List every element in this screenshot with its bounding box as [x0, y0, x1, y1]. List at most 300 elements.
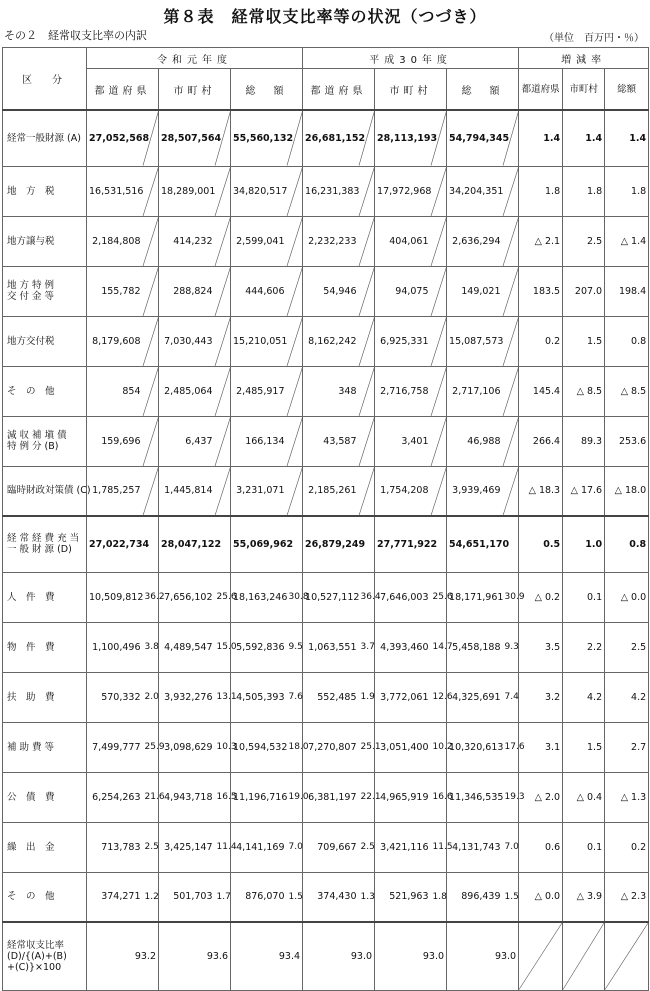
amount-cell: 4,943,718 [159, 772, 215, 822]
amount-cell: 3,932,276 [159, 672, 215, 722]
ratio-section [3, 922, 649, 990]
share-cell: 25.1 [359, 722, 375, 772]
amount-cell: 8,179,608 [87, 316, 143, 366]
row-label: 公 債 費 [3, 772, 87, 822]
share-cell: 1.5 [503, 872, 519, 922]
change-rate-cell: △ 8.5 [605, 366, 649, 416]
change-rate-cell: 0.8 [605, 316, 649, 366]
share-cell-empty [359, 466, 375, 516]
amount-cell: 4,131,743 [447, 822, 503, 872]
share-cell-empty [143, 466, 159, 516]
change-rate-cell: 1.8 [605, 166, 649, 216]
amount-cell: 4,505,393 [231, 672, 287, 722]
amount-cell: 896,439 [447, 872, 503, 922]
share-cell-empty [431, 266, 447, 316]
row-label: 地方譲与税 [3, 216, 87, 266]
amount-cell: 7,270,807 [303, 722, 359, 772]
amount-cell: 26,879,249 [303, 516, 359, 572]
diagonal-slash [519, 923, 562, 990]
amount-cell: 6,437 [159, 416, 215, 466]
share-cell-empty [215, 266, 231, 316]
amount-cell: 18,171,961 [447, 572, 503, 622]
amount-cell: 7,656,102 [159, 572, 215, 622]
header-y2-total: 総 額 [447, 69, 519, 111]
amount-cell: 3,401 [375, 416, 431, 466]
amount-cell: 15,210,051 [231, 316, 287, 366]
amount-cell: 404,061 [375, 216, 431, 266]
amount-cell: 348 [303, 366, 359, 416]
change-cell-empty [519, 922, 563, 990]
diagonal-slash [143, 267, 159, 316]
amount-cell: 54,794,345 [447, 110, 503, 166]
table-row [3, 872, 649, 922]
change-rate-cell: △ 0.0 [519, 872, 563, 922]
share-cell: 3.8 [143, 622, 159, 672]
row-label: 経常一般財源 (A) [3, 110, 87, 166]
ratio-cell: 93.0 [375, 922, 447, 990]
header-y1-muni: 市町村 [159, 69, 231, 111]
header-y1-total: 総 額 [231, 69, 303, 111]
diagonal-slash [431, 317, 447, 366]
unit-note: （単位 百万円・％） [544, 33, 644, 44]
amount-cell: 7,646,003 [375, 572, 431, 622]
amount-cell: 288,824 [159, 266, 215, 316]
amount-cell: 374,271 [87, 872, 143, 922]
amount-cell: 2,184,808 [87, 216, 143, 266]
amount-cell: 5,592,836 [231, 622, 287, 672]
share-cell-empty [287, 466, 303, 516]
share-cell: 10.2 [431, 722, 447, 772]
amount-cell: 1,063,551 [303, 622, 359, 672]
amount-cell: 4,965,919 [375, 772, 431, 822]
table-subtitle: その２ 経常収支比率の内訳 [4, 29, 147, 42]
diagonal-slash [359, 467, 375, 516]
amount-cell: 6,254,263 [87, 772, 143, 822]
revenue-section [3, 110, 649, 516]
amount-cell: 713,783 [87, 822, 143, 872]
diagonal-slash [359, 217, 375, 266]
diagonal-slash [287, 467, 303, 516]
amount-cell: 27,052,568 [87, 110, 143, 166]
amount-cell: 10,527,112 [303, 572, 359, 622]
header-category: 区 分 [3, 48, 87, 111]
share-cell: 1.5 [287, 872, 303, 922]
ratio-cell: 93.0 [447, 922, 519, 990]
amount-cell: 26,681,152 [303, 110, 359, 166]
amount-cell: 3,051,400 [375, 722, 431, 772]
ratio-table [2, 47, 649, 991]
diagonal-slash [143, 217, 159, 266]
change-rate-cell: 253.6 [605, 416, 649, 466]
change-rate-cell: 198.4 [605, 266, 649, 316]
amount-cell: 16,231,383 [303, 166, 359, 216]
change-rate-cell: 183.5 [519, 266, 563, 316]
table-row [3, 822, 649, 872]
share-cell-empty [143, 110, 159, 166]
share-cell: 12.6 [431, 672, 447, 722]
amount-cell: 876,070 [231, 872, 287, 922]
change-rate-cell: △ 3.9 [563, 872, 605, 922]
header-ch-pref: 都道府県 [519, 69, 563, 111]
table-row [3, 110, 649, 166]
amount-cell: 570,332 [87, 672, 143, 722]
amount-cell: 27,022,734 [87, 516, 143, 572]
amount-cell: 414,232 [159, 216, 215, 266]
diagonal-slash [503, 467, 519, 516]
change-rate-cell: △ 18.0 [605, 466, 649, 516]
change-rate-cell: 0.1 [563, 572, 605, 622]
diagonal-slash [431, 467, 447, 516]
change-rate-cell: 2.7 [605, 722, 649, 772]
change-rate-cell: 0.1 [563, 822, 605, 872]
share-cell-empty [287, 166, 303, 216]
share-cell: 11.4 [215, 822, 231, 872]
share-cell: 16.6 [431, 772, 447, 822]
share-cell-empty [503, 366, 519, 416]
amount-cell: 3,098,629 [159, 722, 215, 772]
amount-cell: 1,785,257 [87, 466, 143, 516]
amount-cell: 3,772,061 [375, 672, 431, 722]
amount-cell: 10,509,812 [87, 572, 143, 622]
row-label: 減 収 補 塡 債 特 例 分 (B) [3, 416, 87, 466]
diagonal-slash [431, 367, 447, 416]
amount-cell: 7,499,777 [87, 722, 143, 772]
share-cell: 36.2 [143, 572, 159, 622]
share-cell: 10.3 [215, 722, 231, 772]
ratio-cell: 93.2 [87, 922, 159, 990]
share-cell-empty [215, 216, 231, 266]
row-label: 地 方 特 例 交 付 金 等 [3, 266, 87, 316]
share-cell: 30.8 [287, 572, 303, 622]
amount-cell: 28,507,564 [159, 110, 215, 166]
diagonal-slash [287, 267, 303, 316]
share-cell-empty [359, 416, 375, 466]
share-cell-empty [143, 366, 159, 416]
amount-cell: 54,651,170 [447, 516, 503, 572]
header-year1: 令和元年度 [87, 48, 303, 69]
amount-cell: 16,531,516 [87, 166, 143, 216]
header-ch-total: 総額 [605, 69, 649, 111]
amount-cell: 55,069,962 [231, 516, 287, 572]
amount-cell: 166,134 [231, 416, 287, 466]
table-row [3, 672, 649, 722]
share-cell-empty [215, 466, 231, 516]
share-cell-empty [359, 316, 375, 366]
change-rate-cell: 0.6 [519, 822, 563, 872]
change-rate-cell: △ 1.4 [605, 216, 649, 266]
amount-cell: 4,141,169 [231, 822, 287, 872]
share-cell: 11.5 [431, 822, 447, 872]
share-cell: 36.4 [359, 572, 375, 622]
amount-cell: 11,196,716 [231, 772, 287, 822]
change-rate-cell: 1.8 [519, 166, 563, 216]
diagonal-slash [215, 467, 231, 516]
table-row [3, 516, 649, 572]
amount-cell: 159,696 [87, 416, 143, 466]
share-cell-empty [503, 316, 519, 366]
amount-cell: 149,021 [447, 266, 503, 316]
diagonal-slash [215, 111, 231, 166]
share-cell-empty [503, 266, 519, 316]
amount-cell: 18,163,246 [231, 572, 287, 622]
amount-cell: 374,430 [303, 872, 359, 922]
share-cell-empty [503, 416, 519, 466]
share-cell-empty [287, 366, 303, 416]
diagonal-slash [143, 417, 159, 466]
share-cell: 1.9 [359, 672, 375, 722]
row-label: 地方交付税 [3, 316, 87, 366]
share-cell-empty [431, 110, 447, 166]
share-cell: 9.5 [287, 622, 303, 672]
change-rate-cell: △ 1.3 [605, 772, 649, 822]
share-cell-empty [359, 266, 375, 316]
table-row [3, 166, 649, 216]
amount-cell: 6,381,197 [303, 772, 359, 822]
row-label: そ の 他 [3, 872, 87, 922]
diagonal-slash [503, 217, 519, 266]
amount-cell: 1,100,496 [87, 622, 143, 672]
amount-cell: 3,425,147 [159, 822, 215, 872]
diagonal-slash [215, 267, 231, 316]
amount-cell: 34,204,351 [447, 166, 503, 216]
diagonal-slash [503, 367, 519, 416]
table-row [3, 466, 649, 516]
share-cell-empty [143, 416, 159, 466]
amount-cell: 28,047,122 [159, 516, 215, 572]
change-rate-cell: 1.5 [563, 722, 605, 772]
amount-cell: 55,560,132 [231, 110, 287, 166]
row-label: 扶 助 費 [3, 672, 87, 722]
change-rate-cell: 145.4 [519, 366, 563, 416]
share-cell-empty [359, 110, 375, 166]
share-cell-empty [431, 366, 447, 416]
share-cell-empty [287, 416, 303, 466]
diagonal-slash [503, 417, 519, 466]
amount-cell: 3,421,116 [375, 822, 431, 872]
diagonal-slash [287, 417, 303, 466]
change-rate-cell: △ 18.3 [519, 466, 563, 516]
amount-cell: 8,162,242 [303, 316, 359, 366]
table-row [3, 416, 649, 466]
header-y2-pref: 都道府県 [303, 69, 375, 111]
share-cell: 19.3 [503, 772, 519, 822]
diagonal-slash [287, 217, 303, 266]
share-cell-empty [431, 216, 447, 266]
share-cell-empty [359, 366, 375, 416]
header-y2-muni: 市町村 [375, 69, 447, 111]
share-cell: 2.5 [359, 822, 375, 872]
diagonal-slash [287, 111, 303, 166]
change-rate-cell: 2.5 [563, 216, 605, 266]
share-cell-empty [359, 166, 375, 216]
header-ch-muni: 市町村 [563, 69, 605, 111]
share-cell: 18.0 [287, 722, 303, 772]
row-label: 経 常 経 費 充 当 一 般 財 源 (D) [3, 516, 87, 572]
row-label: 人 件 費 [3, 572, 87, 622]
amount-cell: 501,703 [159, 872, 215, 922]
share-cell-empty [143, 166, 159, 216]
amount-cell: 18,289,001 [159, 166, 215, 216]
table-row [3, 722, 649, 772]
change-rate-cell: 1.4 [605, 110, 649, 166]
share-cell-empty [503, 166, 519, 216]
ratio-cell: 93.6 [159, 922, 231, 990]
change-rate-cell: 0.2 [519, 316, 563, 366]
share-cell: 1.8 [431, 872, 447, 922]
diagonal-slash [287, 317, 303, 366]
table-row [3, 316, 649, 366]
change-cell-empty [605, 922, 649, 990]
amount-cell: 94,075 [375, 266, 431, 316]
share-cell: 25.6 [431, 572, 447, 622]
diagonal-slash [431, 417, 447, 466]
change-rate-cell: 0.5 [519, 516, 563, 572]
amount-cell: 854 [87, 366, 143, 416]
diagonal-slash [143, 317, 159, 366]
amount-cell: 11,346,535 [447, 772, 503, 822]
table-row [3, 266, 649, 316]
amount-cell: 3,939,469 [447, 466, 503, 516]
change-rate-cell: 1.4 [519, 110, 563, 166]
change-rate-cell: 2.2 [563, 622, 605, 672]
change-rate-cell: 1.4 [563, 110, 605, 166]
amount-cell: 10,594,532 [231, 722, 287, 772]
share-cell-empty [431, 316, 447, 366]
share-cell: 1.3 [359, 872, 375, 922]
share-cell-empty [431, 416, 447, 466]
diagonal-slash [359, 167, 375, 216]
share-cell-empty [431, 166, 447, 216]
diagonal-slash [287, 167, 303, 216]
share-cell: 9.3 [503, 622, 519, 672]
share-cell: 7.0 [287, 822, 303, 872]
change-rate-cell: 1.5 [563, 316, 605, 366]
change-rate-cell: △ 2.0 [519, 772, 563, 822]
share-cell: 16.5 [215, 772, 231, 822]
amount-cell: 28,113,193 [375, 110, 431, 166]
amount-cell: 552,485 [303, 672, 359, 722]
header-year2: 平成30年度 [303, 48, 519, 69]
share-cell-empty [503, 110, 519, 166]
diagonal-slash [143, 467, 159, 516]
amount-cell: 27,771,922 [375, 516, 431, 572]
change-rate-cell: 0.8 [605, 516, 649, 572]
amount-cell: 10,320,613 [447, 722, 503, 772]
share-cell: 13.1 [215, 672, 231, 722]
expense-section [3, 516, 649, 922]
diagonal-slash [431, 111, 447, 166]
amount-cell: 4,393,460 [375, 622, 431, 672]
diagonal-slash [431, 167, 447, 216]
amount-cell: 2,599,041 [231, 216, 287, 266]
diagonal-slash [143, 367, 159, 416]
share-cell-empty [287, 216, 303, 266]
amount-cell: 4,489,547 [159, 622, 215, 672]
share-cell-empty [215, 366, 231, 416]
change-rate-cell: △ 0.4 [563, 772, 605, 822]
amount-cell: 17,972,968 [375, 166, 431, 216]
share-cell-empty [143, 216, 159, 266]
amount-cell: 2,716,758 [375, 366, 431, 416]
page-title: 第８表 経常収支比率等の状況（つづき） [163, 7, 487, 26]
diagonal-slash [503, 167, 519, 216]
amount-cell: 2,636,294 [447, 216, 503, 266]
change-rate-cell: △ 0.2 [519, 572, 563, 622]
amount-cell: 34,820,517 [231, 166, 287, 216]
change-rate-cell: 1.0 [563, 516, 605, 572]
change-rate-cell: △ 2.3 [605, 872, 649, 922]
diagonal-slash [359, 417, 375, 466]
share-cell: 2.5 [143, 822, 159, 872]
ratio-cell: 93.0 [303, 922, 375, 990]
amount-cell: 54,946 [303, 266, 359, 316]
row-label: 臨時財政対策債 (C) [3, 466, 87, 516]
share-cell-empty [287, 316, 303, 366]
change-rate-cell: 0.2 [605, 822, 649, 872]
diagonal-slash [359, 317, 375, 366]
row-label: 補 助 費 等 [3, 722, 87, 772]
share-cell-empty [215, 166, 231, 216]
amount-cell: 43,587 [303, 416, 359, 466]
diagonal-slash [359, 111, 375, 166]
change-rate-cell: 207.0 [563, 266, 605, 316]
share-cell: 30.9 [503, 572, 519, 622]
amount-cell: 4,325,691 [447, 672, 503, 722]
diagonal-slash [215, 417, 231, 466]
amount-cell: 521,963 [375, 872, 431, 922]
change-rate-cell: △ 8.5 [563, 366, 605, 416]
diagonal-slash [563, 923, 604, 990]
amount-cell: 444,606 [231, 266, 287, 316]
share-cell: 1.2 [143, 872, 159, 922]
share-cell: 3.7 [359, 622, 375, 672]
diagonal-slash [143, 111, 159, 166]
share-cell-empty [359, 216, 375, 266]
diagonal-slash [215, 317, 231, 366]
change-rate-cell: 3.5 [519, 622, 563, 672]
share-cell-empty [503, 216, 519, 266]
share-cell-empty [143, 316, 159, 366]
amount-cell: 2,485,064 [159, 366, 215, 416]
change-rate-cell: 3.2 [519, 672, 563, 722]
change-rate-cell: 4.2 [563, 672, 605, 722]
ratio-row [3, 922, 649, 990]
diagonal-slash [359, 267, 375, 316]
row-label: 物 件 費 [3, 622, 87, 672]
amount-cell: 15,087,573 [447, 316, 503, 366]
share-cell-empty [431, 466, 447, 516]
change-rate-cell: 266.4 [519, 416, 563, 466]
share-cell: 22.1 [359, 772, 375, 822]
diagonal-slash [503, 317, 519, 366]
amount-cell: 2,485,917 [231, 366, 287, 416]
share-cell-empty [215, 416, 231, 466]
change-rate-cell: 3.1 [519, 722, 563, 772]
table-row [3, 622, 649, 672]
diagonal-slash [359, 367, 375, 416]
amount-cell: 3,231,071 [231, 466, 287, 516]
amount-cell: 1,445,814 [159, 466, 215, 516]
change-rate-cell: △ 0.0 [605, 572, 649, 622]
change-rate-cell: △ 2.1 [519, 216, 563, 266]
change-rate-cell: 1.8 [563, 166, 605, 216]
header-y1-pref: 都道府県 [87, 69, 159, 111]
table-row [3, 366, 649, 416]
diagonal-slash [503, 267, 519, 316]
share-cell: 21.6 [143, 772, 159, 822]
amount-cell: 5,458,188 [447, 622, 503, 672]
share-cell-empty [215, 110, 231, 166]
